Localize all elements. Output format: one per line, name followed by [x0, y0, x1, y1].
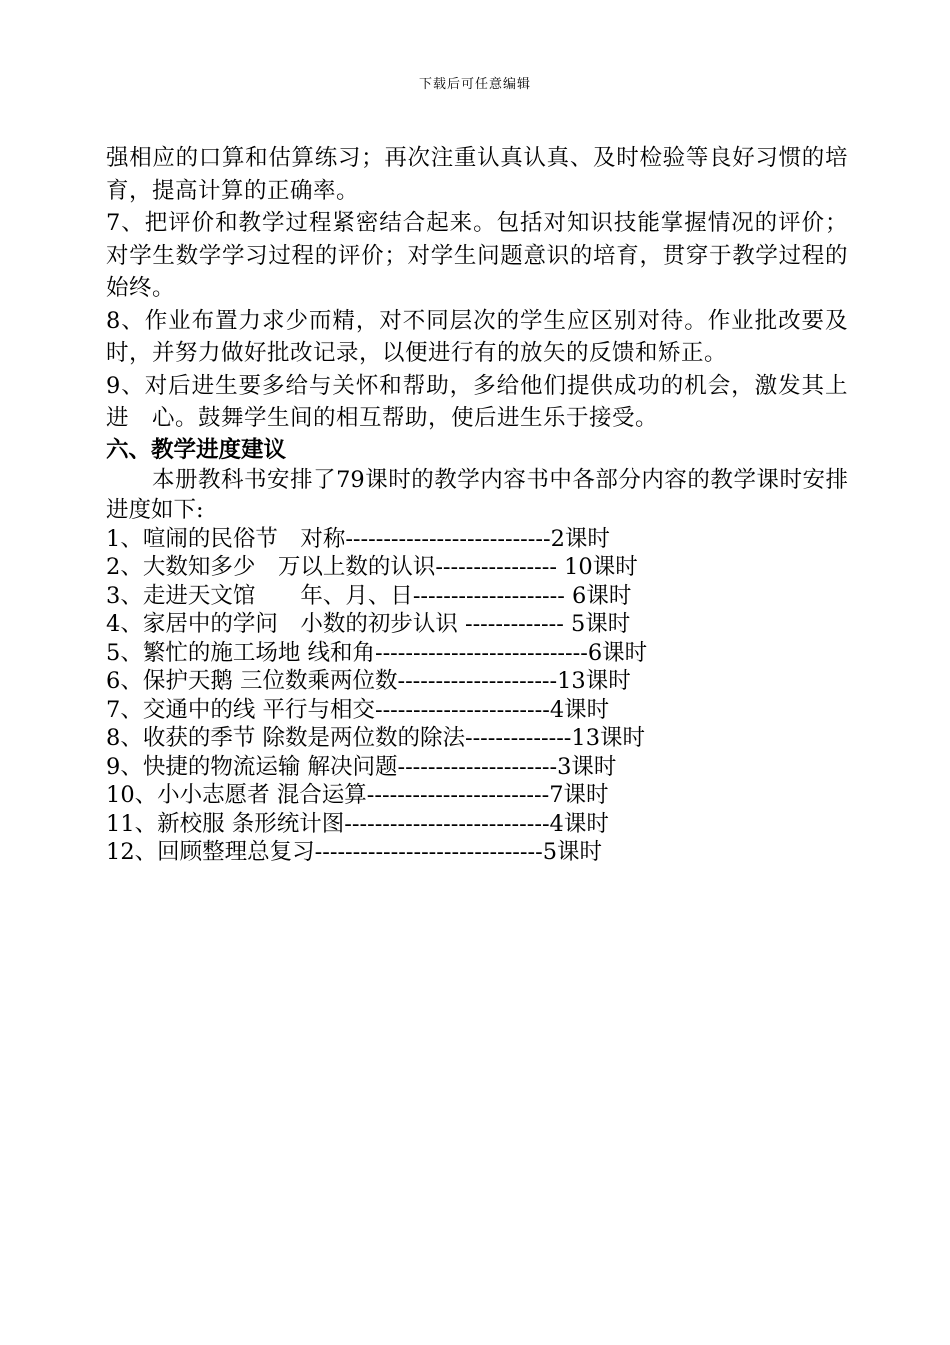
- section-heading: 六、教学进度建议: [106, 436, 287, 463]
- schedule-item: 4、家居中的学问 小数的初步认识 ------------- 5课时: [106, 611, 631, 637]
- schedule-item: 10、小小志愿者 混合运算------------------------7课时: [106, 782, 609, 808]
- schedule-list: [106, 525, 848, 867]
- schedule-item: 3、走进天文馆 年、月、日-------------------- 6课时: [106, 582, 632, 609]
- schedule-item: 8、收获的季节 除数是两位数的除法--------------13课时: [106, 725, 646, 751]
- section-intro: 本册教科书安排了79课时的教学内容书中各部分内容的教学课时安排进度如下:: [106, 466, 848, 523]
- schedule-item: 1、喧闹的民俗节 对称---------------------------2课时: [106, 525, 610, 552]
- paragraph-calculation-habits: 强相应的口算和估算练习；再次注重认真认真、及时检验等良好习惯的培育，提高计算的正确率。: [106, 145, 848, 204]
- schedule-item: 5、繁忙的施工场地 线和角----------------------------6课时: [106, 639, 648, 666]
- paragraph-item-7-evaluation: 7、把评价和教学过程紧密结合起来。包括对知识技能掌握情况的评价；对学生数学学习过程的评价；对学生问题意识的培育，贯穿于教学过程的始终。: [106, 210, 848, 301]
- paragraph-item-9-struggling-students: 9、对后进生要多给与关怀和帮助，多给他们提供成功的机会，激发其上进 心。鼓舞学生间的相互帮助，使后进生乐于接受。: [106, 372, 848, 431]
- paragraph-item-8-homework: 8、作业布置力求少而精，对不同层次的学生应区别对待。作业批改要及时，并努力做好批改记录，以便进行有的放矢的反馈和矫正。: [106, 307, 848, 366]
- schedule-item: 6、保护天鹅 三位数乘两位数---------------------13课时: [106, 668, 631, 694]
- page-header: 下载后可任意编辑: [418, 77, 531, 92]
- document-body: [106, 142, 848, 867]
- schedule-item: 9、快捷的物流运输 解决问题---------------------3课时: [106, 753, 617, 780]
- schedule-item: 11、新校服 条形统计图---------------------------4课时: [106, 810, 609, 837]
- schedule-item: 12、回顾整理总复习------------------------------5课时: [106, 839, 603, 865]
- schedule-item: 7、交通中的线 平行与相交-----------------------4课时: [106, 696, 610, 723]
- schedule-item: 2、大数知多少 万以上数的认识---------------- 10课时: [106, 554, 638, 580]
